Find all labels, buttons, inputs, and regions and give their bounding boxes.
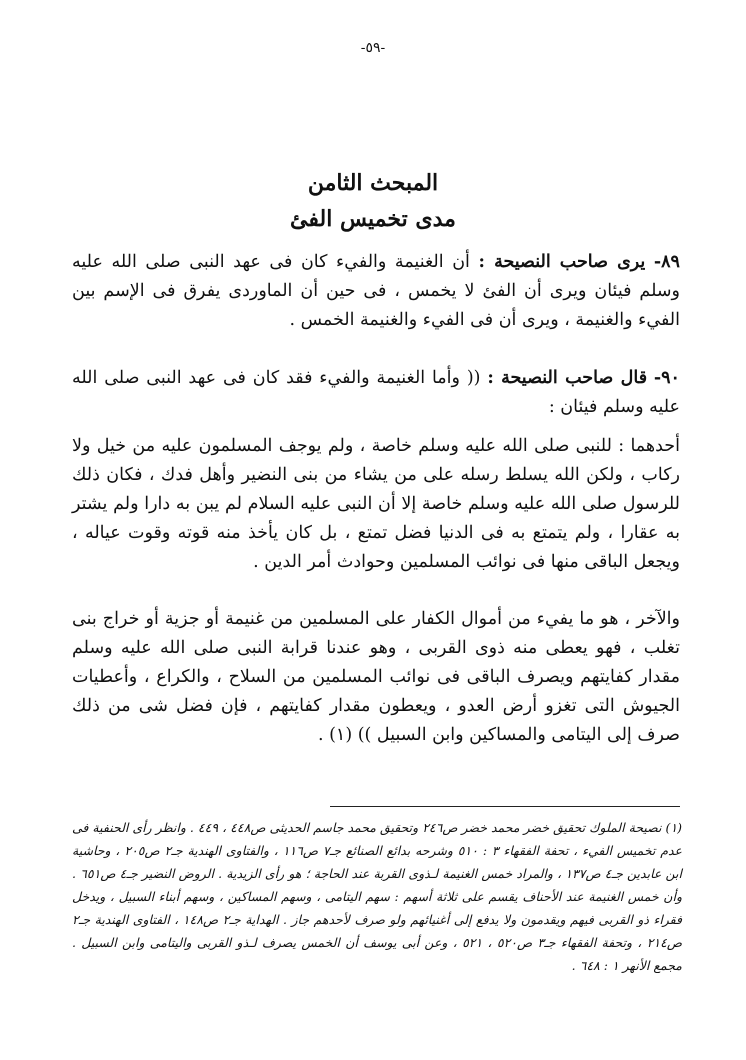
paragraph-text: أحدهما : للنبى صلى الله عليه وسلم خاصة ، ولم يوجف المسلمون عليه من خيل ولا ركاب ، ولكن الله يسلط رسله على من يشاء من بنى النضير وأهل فدك ، فكان ذلك للرسول صلى الله عليه وسلم خاصة إلا أن النبى عليه السلام لم يبن به دارا ولم يشتر به عقارا ، ولم يتمتع به فى الدنيا فضل تمتع ، بل كان يأخذ منه قوته وقوت عياله ، ويجعل الباقى منها فى نوائب المسلمين وحوادث أمر الدين .: [72, 436, 680, 572]
footnote: [72, 816, 682, 977]
paragraph-lead: قال صاحب النصيحة :: [487, 368, 648, 388]
page-number: -٥٩-: [360, 40, 386, 56]
paragraph-first-fay: [72, 432, 680, 577]
paragraph-89: [72, 248, 680, 335]
paragraph-text: والآخر ، هو ما يفيء من أموال الكفار على المسلمين من غنيمة أو جزية أو خراج بنى تغلب ، فهو يعطى منه ذوى القربى ، وهو عندنا قرابة النبى صلى الله عليه وسلم مقدار كفايتهم ويصرف الباقى فى نوائب المسلمين من السلاح ، والكراع ، وأعطيات الجيوش التى تغزو أرض العدو ، ويعطون مقدار كفايتهم ، فإن فضل شى من ذلك صرف إلى اليتامى والمساكين وابن السبيل )) (١) .: [72, 609, 680, 745]
paragraph-number: ٩٠-: [653, 368, 680, 388]
paragraph-text: (( وأما الغنيمة والفيء فقد كان فى عهد النبى صلى الله عليه وسلم فيئان :: [72, 368, 680, 417]
paragraph-lead: يرى صاحب النصيحة :: [478, 252, 646, 272]
paragraph-text: أن الغنيمة والفيء كان فى عهد النبى صلى الله عليه وسلم فيئان ويرى أن الفئ لا يخمس ، فى حين أن الماوردى يفرق فى الإسم بين الفيء والغنيمة ، ويرى أن فى الفيء والغنيمة الخمس .: [72, 252, 680, 330]
section-heading: المبحث الثامن: [307, 170, 439, 196]
footnote-text: (١) نصيحة الملوك تحقيق خضر محمد خضر ص٢٤٦ وتحقيق محمد جاسم الحديثى ص٤٤٨ ، ٤٤٩ . وانظر رأى الحنفية فى عدم تخميس الفيء ، تحفة الفقهاء ٣ : ٥١٠ وشرحه بدائع الصنائع جـ٧ ص١١٦ ، والفتاوى الهندية جـ٢ ص٢٠٥ ، وحاشية ابن عابدين جـ٤ ص١٣٧ ، والمراد خمس الغنيمة لـذوى القربة عند الحاجة ؛ هو رأى الزيدية . الروض النضير جـ٤ ص٦٥١ . وأن خمس الغنيمة عند الأحناف يقسم على ثلاثة أسهم : سهم اليتامى ، وسهم المساكين ، وسهم أبناء السبيل ، ويدخل فقراء ذو القربى فيهم ويقدمون ولا يدفع إلى أغنيائهم ولو صرف لأحدهم جاز . الهداية جـ٢ ص١٤٨ ، الفتاوى الهندية جـ٢ ص٢١٤ ، وتحفة الفقهاء جـ٣ ص٥٢٠ ، ٥٢١ ، وعن أبى يوسف أن الخمس يصرف لـذو القربى واليتامى وابن السبيل . مجمع الأنهر ١ : ٦٤٨ .: [72, 820, 683, 973]
footnote-divider: [330, 806, 680, 807]
paragraph-90: [72, 364, 680, 422]
paragraph-number: ٨٩-: [653, 252, 680, 272]
section-subheading: مدى تخميس الفئ: [290, 206, 456, 232]
paragraph-second-fay: [72, 605, 680, 750]
